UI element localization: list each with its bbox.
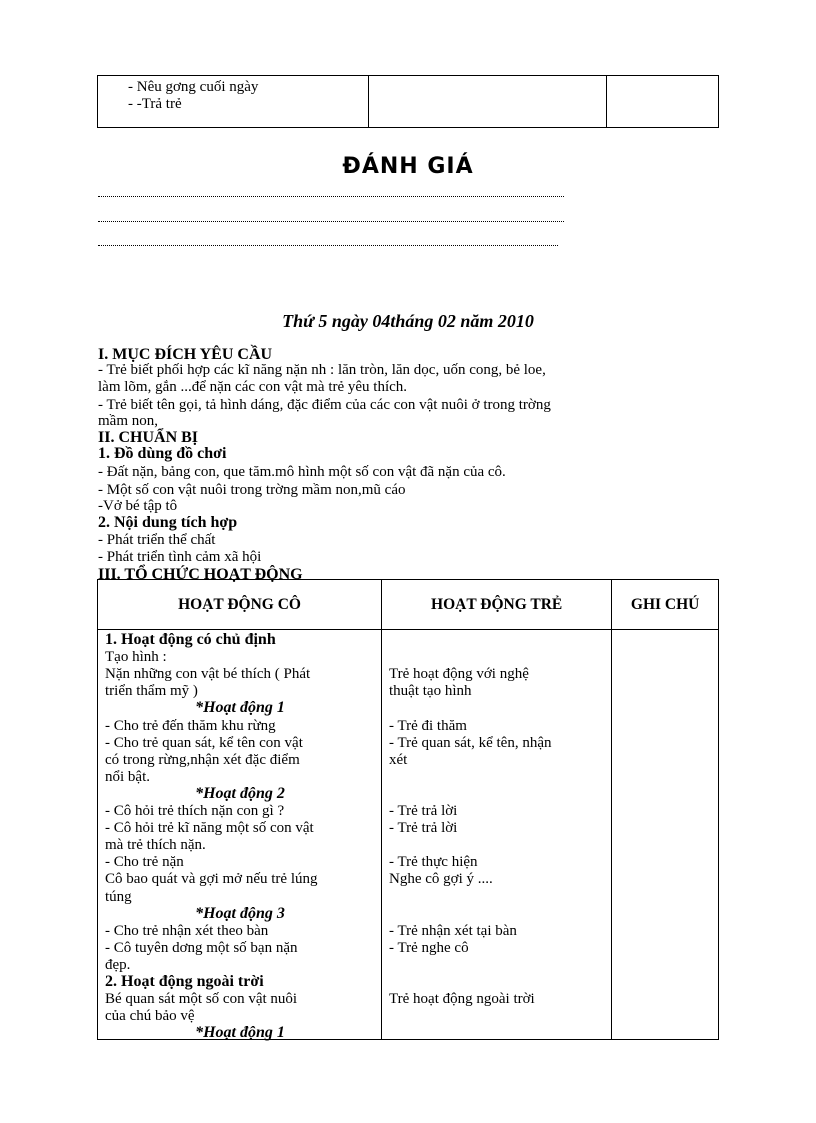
teacher-activity-line: - Cho trẻ quan sát, kể tên con vật — [105, 734, 303, 751]
evaluation-title: ĐÁNH GIÁ — [342, 154, 474, 179]
section-heading: II. CHUẨN BỊ — [98, 429, 199, 446]
children-activity-line: - Trẻ thực hiện — [389, 854, 478, 871]
teacher-activity-line: - Cô tuyên dơng một số bạn nặn — [105, 939, 298, 956]
children-activity-line: thuật tạo hình — [389, 683, 472, 700]
teacher-activity-line: có trong rừng,nhận xét đặc điểm — [105, 751, 300, 768]
body-line: -Vở bé tập tô — [98, 498, 178, 514]
date-heading: Thứ 5 ngày 04tháng 02 năm 2010 — [282, 311, 534, 331]
teacher-activity-line: Tạo hình : — [105, 649, 167, 666]
teacher-activity-line: - Cho trẻ đến thăm khu rừng — [105, 717, 276, 734]
children-activity-line: - Trẻ trả lời — [389, 820, 458, 837]
teacher-activity-line: triển thẩm mỹ ) — [105, 683, 198, 700]
section-heading: I. MỤC ĐÍCH YÊU CẦU — [98, 346, 273, 363]
top-table-cell-notes — [607, 76, 719, 128]
teacher-activity-line: *Hoạt động 2 — [195, 784, 285, 802]
body-line: - Trẻ biết tên gọi, tả hình dáng, đặc điểm của các con vật nuôi ở trong trờng — [98, 397, 551, 413]
teacher-activity-line: nổi bật. — [105, 768, 150, 785]
teacher-activity-line: túng — [105, 888, 132, 905]
body-line: mầm non, — [98, 413, 158, 429]
header-children-activity: HOẠT ĐỘNG TRẺ — [382, 580, 612, 630]
body-line: - Một số con vật nuôi trong trờng mầm non,mũ cáo — [98, 482, 406, 498]
subsection-heading: 1. Đồ dùng đồ chơi — [98, 445, 227, 462]
children-activity-line: - Trẻ nghe cô — [389, 939, 469, 956]
teacher-activity-line: 1. Hoạt động có chủ định — [105, 631, 276, 648]
header-teacher-activity: HOẠT ĐỘNG CÔ — [98, 580, 382, 630]
children-activity-line: Trẻ hoạt động ngoài trời — [389, 991, 535, 1008]
section-heading: III. TỔ CHỨC HOẠT ĐỘNG — [98, 566, 303, 583]
body-line: - Đất nặn, bảng con, que tăm.mô hình một số con vật đã nặn của cô. — [98, 464, 506, 480]
children-activity-line: - Trẻ nhận xét tại bàn — [389, 922, 517, 939]
teacher-activity-line: *Hoạt động 1 — [195, 699, 285, 717]
evaluation-dotted-line — [98, 196, 564, 197]
teacher-activity-line: Bé quan sát một số con vật nuôi — [105, 991, 298, 1008]
teacher-activity-line: của chú bảo vệ — [105, 1008, 195, 1025]
teacher-activity-line: Cô bao quát và gợi mở nếu trẻ lúng — [105, 871, 318, 888]
body-line: làm lõm, gắn ...để nặn các con vật mà trẻ yêu thích. — [98, 379, 408, 395]
teacher-activity-line: *Hoạt động 1 — [195, 1024, 285, 1042]
teacher-activity-line: *Hoạt động 3 — [195, 904, 285, 922]
body-line: - Phát triển tình cảm xã hội — [98, 549, 262, 565]
children-activity-line: Trẻ hoạt động với nghệ — [389, 666, 529, 683]
teacher-activity-line: - Cô hỏi trẻ thích nặn con gì ? — [105, 803, 285, 819]
top-table-line: - Nêu gơng cuối ngày — [128, 79, 259, 95]
teacher-activity-line: đẹp. — [105, 956, 131, 973]
body-line: - Phát triển thể chất — [98, 532, 216, 548]
subsection-heading: 2. Nội dung tích hợp — [98, 514, 238, 531]
children-activity-line: xét — [389, 751, 408, 768]
notes-cell — [612, 630, 719, 1040]
children-activity-line: - Trẻ quan sát, kể tên, nhận — [389, 734, 552, 751]
top-table-line: - -Trả trẻ — [128, 96, 182, 112]
top-table-cell-children — [369, 76, 607, 128]
children-activity-line: - Trẻ trả lời — [389, 803, 458, 819]
children-activity-line: Nghe cô gợi ý .... — [389, 871, 493, 888]
teacher-activity-line: - Cho trẻ nặn — [105, 854, 184, 871]
evaluation-dotted-line — [98, 221, 564, 222]
teacher-activity-line: - Cho trẻ nhận xét theo bàn — [105, 922, 269, 939]
teacher-activity-line: Nặn những con vật bé thích ( Phát — [105, 666, 311, 683]
body-line: - Trẻ biết phối hợp các kĩ năng nặn nh : lăn tròn, lăn dọc, uốn cong, bẻ loe, — [98, 362, 546, 378]
header-notes: GHI CHÚ — [612, 580, 719, 630]
teacher-activity-line: - Cô hỏi trẻ kĩ năng một số con vật — [105, 820, 314, 837]
teacher-activity-line: 2. Hoạt động ngoài trời — [105, 973, 264, 990]
teacher-activity-line: mà trẻ thích nặn. — [105, 837, 206, 854]
evaluation-dotted-line — [98, 245, 558, 246]
children-activity-line: - Trẻ đi thăm — [389, 717, 467, 734]
